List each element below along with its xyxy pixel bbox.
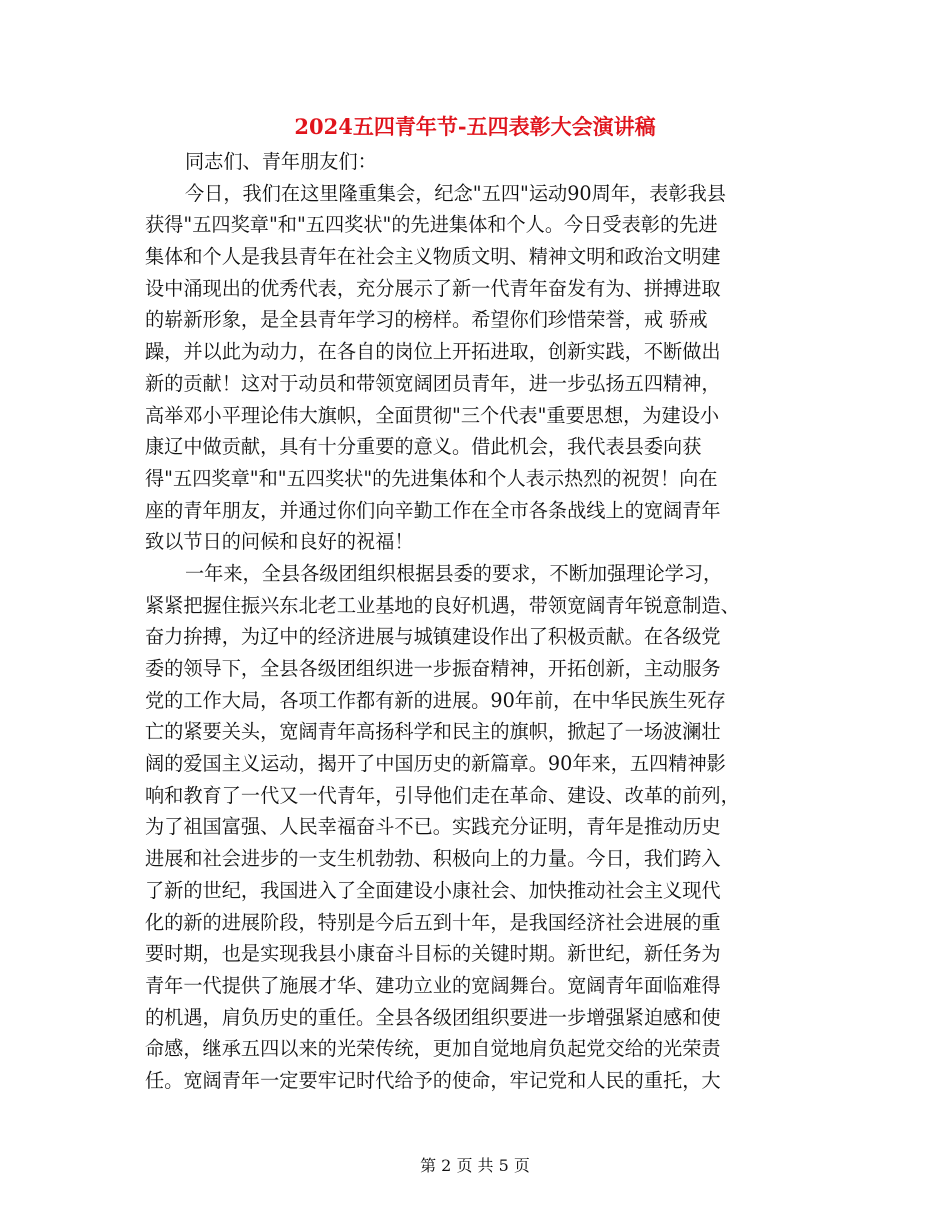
- body-line: 阔的爱国主义运动，揭开了中国历史的新篇章。90年来，五四精神影: [145, 752, 726, 776]
- body-line: 党的工作大局，各项工作都有新的进展。90年前，在中华民族生死存: [145, 688, 726, 712]
- body-line: 集体和个人是我县青年在社会主义物质文明、精神文明和政治文明建: [145, 245, 721, 269]
- body-line: 今日，我们在这里隆重集会，纪念"五四"运动90周年，表彰我县: [185, 181, 726, 205]
- body-line: 高举邓小平理论伟大旗帜，全面贯彻"三个代表"重要思想，为建设小: [145, 403, 720, 427]
- body-line: 一年来，全县各级团组织根据县委的要求，不断加强理论学习，: [185, 561, 723, 585]
- body-line: 青年一代提供了施展才华、建功立业的宽阔舞台。宽阔青年面临难得: [145, 973, 721, 997]
- page-footer: 第 2 页 共 5 页: [420, 1156, 530, 1175]
- body-line: 亡的紧要关头，宽阔青年高扬科学和民主的旗帜，掀起了一场波澜壮: [145, 720, 721, 744]
- body-line: 进展和社会进步的一支生机勃勃、积极向上的力量。今日，我们跨入: [145, 847, 721, 871]
- body-line: 化的新的进展阶段，特别是今后五到十年，是我国经济社会进展的重: [145, 910, 721, 934]
- body-line: 新的贡献！这对于动员和带领宽阔团员青年，进一步弘扬五四精神，: [145, 371, 721, 395]
- body-line: 命感，继承五四以来的光荣传统，更加自觉地肩负起党交给的光荣责: [145, 1037, 721, 1061]
- body-line: 紧紧把握住振兴东北老工业基地的良好机遇，带领宽阔青年锐意制造、: [145, 593, 740, 617]
- body-line: 设中涌现出的优秀代表，充分展示了新一代青年奋发有为、拼搏进取: [145, 276, 721, 300]
- body-line: 同志们、青年朋友们：: [185, 150, 377, 173]
- body-line: 要时期，也是实现我县小康奋斗目标的关键时期。新世纪，新任务为: [145, 942, 721, 966]
- body-line: 致以节日的问候和良好的祝福！: [145, 530, 414, 554]
- body-line: 奋力拚搏，为辽中的经济进展与城镇建设作出了积极贡献。在各级党: [145, 625, 721, 649]
- body-line: 得"五四奖章"和"五四奖状"的先进集体和个人表示热烈的祝贺！向在: [145, 466, 718, 490]
- body-line: 为了祖国富强、人民幸福奋斗不已。实践充分证明，青年是推动历史: [145, 815, 721, 839]
- body-line: 了新的世纪，我国进入了全面建设小康社会、加快推动社会主义现代: [145, 878, 721, 902]
- document-title: 2024五四青年节-五四表彰大会演讲稿: [294, 114, 656, 139]
- body-line: 任。宽阔青年一定要牢记时代给予的使命，牢记党和人民的重托，大: [145, 1068, 721, 1092]
- body-line: 康辽中做贡献，具有十分重要的意义。借此机会，我代表县委向获: [145, 435, 702, 459]
- body-line: 的机遇，肩负历史的重任。全县各级团组织要进一步增强紧迫感和使: [145, 1005, 721, 1029]
- body-line: 响和教育了一代又一代青年，引导他们走在革命、建设、改革的前列，: [145, 783, 740, 807]
- document-body: [145, 146, 795, 1097]
- body-line: 委的领导下，全县各级团组织进一步振奋精神，开拓创新，主动服务: [145, 657, 721, 680]
- body-line: 获得"五四奖章"和"五四奖状"的先进集体和个人。今日受表彰的先进: [145, 213, 718, 237]
- body-line: 躁，并以此为动力，在各自的岗位上开拓进取，创新实践，不断做出: [145, 340, 721, 364]
- body-line: 的崭新形象，是全县青年学习的榜样。希望你们珍惜荣誉，戒 骄戒: [145, 308, 708, 332]
- body-line: 座的青年朋友，并通过你们向辛勤工作在全市各条战线上的宽阔青年: [145, 498, 721, 522]
